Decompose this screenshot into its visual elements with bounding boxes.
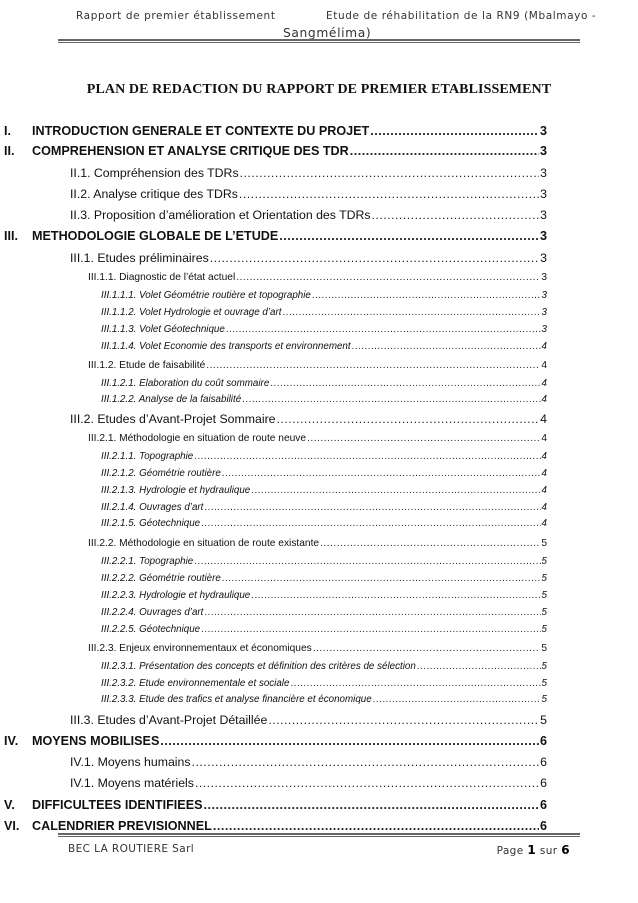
toc-leader-dots: [204, 798, 539, 812]
toc-entry-number: III.: [4, 229, 18, 243]
toc-leader-dots: [307, 433, 540, 444]
header-left-text: Rapport de premier établissement: [76, 10, 276, 22]
toc-entry-label: III.2. Etudes d’Avant-Projet Sommaire: [70, 412, 276, 426]
toc-entry-label: III.2.1.3. Hydrologie et hydraulique: [101, 485, 251, 496]
toc-entry: [101, 394, 547, 405]
toc-entry: [101, 502, 547, 513]
toc-entry: [101, 573, 547, 584]
toc-entry-page: 6: [539, 819, 547, 833]
toc-entry-label: III.1.2. Etude de faisabilité: [88, 360, 206, 371]
toc-leader-dots: [270, 378, 540, 389]
toc-entry-page: 5: [541, 694, 547, 705]
footer-rule-top: [58, 833, 580, 835]
toc-leader-dots: [239, 187, 539, 201]
toc-leader-dots: [417, 661, 541, 672]
toc-leader-dots: [277, 412, 540, 426]
toc-entry-page: 3: [540, 166, 547, 180]
toc-entry-page: 3: [540, 187, 547, 201]
toc-entry-page: 6: [539, 734, 547, 748]
toc-leader-dots: [370, 124, 539, 138]
toc-entry: [101, 661, 547, 672]
toc-leader-dots: [372, 208, 540, 222]
toc-entry: [101, 678, 547, 689]
toc-entry: [101, 324, 547, 335]
header-right-text: [283, 8, 638, 40]
toc-leader-dots: [352, 341, 541, 352]
toc-entry-page: 4: [540, 412, 547, 426]
toc-entry: [4, 798, 547, 812]
footer-page-number: Page 1 sur 6: [496, 843, 570, 857]
toc-entry-label: III. METHODOLOGIE GLOBALE DE L’ETUDE: [4, 229, 279, 243]
toc-entry-label: III.2.2.2. Géométrie routière: [101, 573, 221, 584]
toc-entry-page: 4: [541, 468, 547, 479]
header-rule-top: [58, 39, 580, 41]
toc-leader-dots: [201, 624, 540, 635]
toc-entry: [101, 290, 547, 301]
toc-leader-dots: [194, 451, 540, 462]
toc-leader-dots: [242, 394, 540, 405]
toc-entry-page: 5: [541, 556, 547, 567]
toc-entry-label: III.2.2.5. Géotechnique: [101, 624, 201, 635]
toc-entry-page: 5: [540, 713, 547, 727]
toc-entry: [101, 468, 547, 479]
toc-entry-page: 3: [541, 324, 547, 335]
toc-leader-dots: [251, 485, 540, 496]
toc-entry-label: III.2.3. Enjeux environnementaux et économiques: [88, 643, 312, 654]
toc-entry-label: VI. CALENDRIER PREVISIONNEL: [4, 819, 212, 833]
toc-entry: [101, 590, 547, 601]
toc-leader-dots: [222, 573, 541, 584]
toc-entry-page: 4: [541, 518, 547, 529]
toc-entry-page: 4: [541, 378, 547, 389]
toc-entry-label: III.2.1.1. Topographie: [101, 451, 194, 462]
toc-entry-page: 6: [540, 755, 547, 769]
toc-entry: [101, 607, 547, 618]
toc-entry-number: VI.: [4, 819, 20, 833]
toc-entry-page: 3: [541, 307, 547, 318]
toc-entry: [101, 307, 547, 318]
toc-entry-page: 5: [541, 573, 547, 584]
toc-leader-dots: [201, 518, 540, 529]
toc-entry-label: III.1.1.4. Volet Economie des transports et environnement: [101, 341, 351, 352]
toc-entry: [4, 229, 547, 243]
toc-entry: [70, 713, 547, 727]
toc-entry: [101, 378, 547, 389]
toc-entry-page: 4: [541, 485, 547, 496]
toc-entry-label: III.3. Etudes d’Avant-Projet Détaillée: [70, 713, 268, 727]
toc-entry: [101, 485, 547, 496]
toc-leader-dots: [312, 290, 541, 301]
toc-entry-page: 3: [540, 208, 547, 222]
toc-entry: [4, 734, 547, 748]
toc-entry: [4, 124, 547, 138]
toc-entry-page: 3: [541, 272, 547, 283]
toc-leader-dots: [373, 694, 541, 705]
toc-entry-page: 4: [541, 394, 547, 405]
toc-entry-label: III.1.1.1. Volet Géométrie routière et topographie: [101, 290, 311, 301]
toc-entry-label: IV. MOYENS MOBILISES: [4, 734, 160, 748]
toc-entry-label: IV.1. Moyens humains: [70, 755, 191, 769]
toc-entry-number: IV.: [4, 734, 19, 748]
toc-entry: [88, 643, 547, 654]
toc-leader-dots: [204, 502, 540, 513]
toc-leader-dots: [279, 229, 539, 243]
toc-entry-label: II.3. Proposition d’amélioration et Orientation des TDRs: [70, 208, 371, 222]
toc-entry-label: II. COMPREHENSION ET ANALYSE CRITIQUE DES TDR: [4, 144, 349, 158]
toc-entry: [101, 341, 547, 352]
toc-entry: [101, 518, 547, 529]
toc-entry: [88, 272, 547, 283]
toc-entry-label: II.1. Compréhension des TDRs: [70, 166, 239, 180]
toc-entry: [101, 451, 547, 462]
toc-entry: [101, 694, 547, 705]
toc-entry-page: 4: [541, 433, 547, 444]
toc-leader-dots: [194, 556, 540, 567]
toc-leader-dots: [251, 590, 540, 601]
toc-entry-page: 4: [541, 341, 547, 352]
toc-entry-page: 5: [541, 678, 547, 689]
toc-entry: [70, 412, 547, 426]
toc-entry: [70, 187, 547, 201]
toc-entry: [101, 624, 547, 635]
toc-entry: [70, 776, 547, 790]
toc-entry-page: 4: [541, 502, 547, 513]
toc-entry-page: 3: [540, 251, 547, 265]
toc-entry-page: 6: [540, 776, 547, 790]
toc-entry-page: 6: [539, 798, 547, 812]
toc-entry-label: III.2.1.5. Géotechnique: [101, 518, 201, 529]
toc-entry-label: III.2.3.2. Etude environnementale et sociale: [101, 678, 290, 689]
toc-entry-page: 4: [541, 360, 547, 371]
toc-entry-label: V. DIFFICULTEES IDENTIFIEES: [4, 798, 203, 812]
toc-entry: [70, 755, 547, 769]
header-rule-bottom: [58, 42, 580, 43]
toc-entry-label: III.1.1.2. Volet Hydrologie et ouvrage d’art: [101, 307, 282, 318]
toc-entry-label: III.2.1.2. Géométrie routière: [101, 468, 221, 479]
toc-entry-page: 5: [541, 624, 547, 635]
header-right-line1: Etude de réhabilitation de la RN9 (Mbalmayo -: [326, 10, 597, 22]
toc-leader-dots: [222, 468, 541, 479]
toc-entry-page: 5: [541, 661, 547, 672]
footer-rule-bottom: [58, 836, 580, 837]
toc-entry-label: III.2.1. Méthodologie en situation de route neuve: [88, 433, 307, 444]
toc-entry-label: IV.1. Moyens matériels: [70, 776, 194, 790]
toc-entry-number: II.: [4, 144, 15, 158]
toc-entry-label: III.2.1.4. Ouvrages d’art: [101, 502, 204, 513]
toc-entry-page: 5: [541, 643, 547, 654]
toc-entry: [88, 433, 547, 444]
toc-leader-dots: [206, 360, 540, 371]
toc-entry: [70, 208, 547, 222]
toc-leader-dots: [268, 713, 539, 727]
toc-entry-label: III.2.2. Méthodologie en situation de route existante: [88, 538, 320, 549]
toc-entry: [4, 819, 547, 833]
toc-entry-label: III.2.2.1. Topographie: [101, 556, 194, 567]
toc-entry: [4, 144, 547, 158]
document-title: PLAN DE REDACTION DU RAPPORT DE PREMIER ETABLISSEMENT: [86, 82, 552, 97]
toc-entry: [101, 556, 547, 567]
toc-entry-label: III.1.1.3. Volet Géotechnique: [101, 324, 225, 335]
toc-entry-label: II.2. Analyse critique des TDRs: [70, 187, 238, 201]
toc-leader-dots: [210, 251, 539, 265]
header-right-line2: Sangmélima): [283, 26, 372, 40]
toc-entry-number: V.: [4, 798, 15, 812]
toc-entry-page: 5: [541, 590, 547, 601]
footer-company: BEC LA ROUTIERE Sarl: [68, 843, 195, 855]
toc-entry-label: I. INTRODUCTION GENERALE ET CONTEXTE DU PROJET: [4, 124, 370, 138]
toc-leader-dots: [313, 643, 541, 654]
toc-leader-dots: [226, 324, 541, 335]
toc-entry-label: III.2.2.4. Ouvrages d’art: [101, 607, 204, 618]
toc-leader-dots: [204, 607, 540, 618]
toc-leader-dots: [195, 776, 539, 790]
toc-entry: [70, 166, 547, 180]
toc-leader-dots: [213, 819, 539, 833]
toc-leader-dots: [282, 307, 540, 318]
toc-entry-page: 5: [541, 538, 547, 549]
toc-entry: [88, 538, 547, 549]
toc-entry-label: III.2.2.3. Hydrologie et hydraulique: [101, 590, 251, 601]
toc-leader-dots: [240, 166, 540, 180]
toc-entry: [70, 251, 547, 265]
toc-entry-label: III.1.2.1. Elaboration du coût sommaire: [101, 378, 270, 389]
toc-entry-label: III.1.2.2. Analyse de la faisabilité: [101, 394, 242, 405]
toc-leader-dots: [236, 272, 540, 283]
toc-leader-dots: [160, 734, 539, 748]
toc-entry: [88, 360, 547, 371]
toc-entry-label: III.2.3.1. Présentation des concepts et définition des critères de sélection: [101, 661, 416, 672]
toc-entry-page: 3: [539, 229, 547, 243]
toc-leader-dots: [192, 755, 540, 769]
toc-entry-page: 3: [539, 124, 547, 138]
toc-entry-page: 3: [539, 144, 547, 158]
toc-entry-label: III.2.3.3. Etude des trafics et analyse financière et économique: [101, 694, 372, 705]
toc-entry-number: I.: [4, 124, 11, 138]
toc-entry-page: 5: [541, 607, 547, 618]
toc-leader-dots: [290, 678, 540, 689]
toc-entry-page: 3: [541, 290, 547, 301]
toc-leader-dots: [320, 538, 540, 549]
toc-entry-label: III.1.1. Diagnostic de l’état actuel: [88, 272, 236, 283]
toc-entry-page: 4: [541, 451, 547, 462]
toc-entry-label: III.1. Etudes préliminaires: [70, 251, 209, 265]
toc-leader-dots: [350, 144, 539, 158]
